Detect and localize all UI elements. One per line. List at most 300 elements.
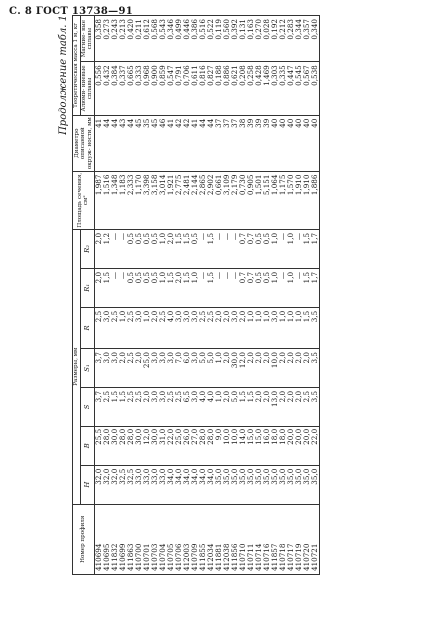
table-cell: 2,0	[287, 349, 295, 388]
table-cell: 410711	[247, 504, 255, 574]
table-cell: 1,0	[287, 229, 295, 268]
table-row	[167, 16, 175, 575]
table-row	[199, 16, 207, 575]
table-cell: 410718	[279, 504, 287, 574]
table-cell: 410706	[175, 504, 183, 574]
table-cell: 3,0	[175, 307, 183, 348]
table-row	[119, 16, 127, 575]
table-cell: 1,0	[215, 349, 223, 388]
table-cell: 0,392	[231, 16, 239, 62]
table-cell: 35,0	[287, 465, 295, 504]
table-cell: 1,0	[119, 307, 127, 348]
table-cell: 3,0	[135, 307, 143, 348]
table-row	[239, 16, 247, 575]
table-cell: 411857	[271, 504, 279, 574]
table-cell: 0,827	[207, 62, 215, 115]
table-cell: 2,775	[175, 171, 183, 229]
table-cell: 0,7	[247, 268, 255, 307]
table-cell: 1,5	[167, 268, 175, 307]
table-cell: 37	[215, 115, 223, 171]
header-area: Площадь сечения, см²	[73, 171, 95, 229]
table-cell: 0,340	[311, 16, 320, 62]
table-cell: 2,0	[303, 349, 311, 388]
table-cell: 0,333	[135, 62, 143, 115]
table-cell: 33,0	[159, 465, 167, 504]
header-s1: S₁	[80, 349, 94, 388]
table-cell: —	[199, 229, 207, 268]
table-cell: 2,0	[255, 387, 263, 426]
table-cell: 20,0	[295, 426, 303, 465]
table-cell: 1,0	[255, 307, 263, 348]
table-cell: 30,0	[135, 426, 143, 465]
table-cell: —	[295, 268, 303, 307]
table-cell: 1,0	[295, 307, 303, 348]
table-cell: 0,612	[143, 16, 151, 62]
table-cell: 38	[239, 115, 247, 171]
table-cell: 1,5	[111, 387, 119, 426]
table-cell: —	[215, 229, 223, 268]
table-row	[287, 16, 295, 575]
header-dimensions: Размеры, мм	[73, 229, 81, 504]
table-cell: 0,357	[303, 16, 311, 62]
table-cell: 0,283	[287, 16, 295, 62]
table-cell: 1,0	[247, 307, 255, 348]
table-row	[295, 16, 303, 575]
table-cell: 16,0	[263, 426, 271, 465]
table-cell: 1,921	[167, 171, 175, 229]
table-cell: 32,0	[111, 465, 119, 504]
table-cell: 1,0	[287, 307, 295, 348]
table-cell: 35,0	[223, 465, 231, 504]
table-cell: —	[279, 268, 287, 307]
table-cell: 1,910	[303, 171, 311, 229]
table-row	[183, 16, 191, 575]
table-cell: 18,0	[271, 426, 279, 465]
table-cell: 1,5	[303, 307, 311, 348]
table-cell: 34,0	[207, 465, 215, 504]
table-cell: 2,5	[159, 307, 167, 348]
table-cell: 40	[271, 115, 279, 171]
table-cell: 410720	[303, 504, 311, 574]
table-cell: 33,0	[143, 465, 151, 504]
table-cell: 0,163	[247, 16, 255, 62]
table-cell: 1,910	[295, 171, 303, 229]
table-cell: 27,0	[191, 426, 199, 465]
table-cell: 3,014	[159, 171, 167, 229]
table-cell: 2,5	[175, 387, 183, 426]
table-cell: 2,5	[111, 307, 119, 348]
table-cell: 0,568	[151, 16, 159, 62]
table-row	[143, 16, 151, 575]
table-cell: 1,5	[303, 268, 311, 307]
table-cell: 35,0	[303, 465, 311, 504]
table-cell: 0,384	[111, 62, 119, 115]
table-cell: 0,547	[167, 62, 175, 115]
table-cell: 411881	[215, 504, 223, 574]
table-cell: 0,258	[247, 62, 255, 115]
table-cell: 34,0	[191, 465, 199, 504]
table-cell: 20,0	[287, 426, 295, 465]
table-cell: 45	[135, 115, 143, 171]
table-cell: 2,0	[143, 387, 151, 426]
table-cell: 4,0	[207, 387, 215, 426]
table-cell: 410703	[151, 504, 159, 574]
table-cell: 0,5	[255, 268, 263, 307]
table-cell: —	[231, 229, 239, 268]
table-cell: 410694	[94, 504, 103, 574]
table-cell: 410704	[159, 504, 167, 574]
table-cell: 15,0	[247, 426, 255, 465]
table-cell: 40	[287, 115, 295, 171]
table-cell: 44	[127, 115, 135, 171]
table-cell: 5,0	[207, 349, 215, 388]
table-cell: 42	[183, 115, 191, 171]
table-cell: 0,5	[127, 229, 135, 268]
table-cell: 1,5	[175, 229, 183, 268]
table-cell: 1,7	[311, 229, 320, 268]
table-cell: 2,5	[127, 349, 135, 388]
table-cell: 1,987	[94, 171, 103, 229]
table-cell: 3,0	[103, 349, 111, 388]
table-cell: 0,556	[94, 62, 103, 115]
table-cell: 45	[151, 115, 159, 171]
table-cell: —	[223, 268, 231, 307]
table-cell: 40	[279, 115, 287, 171]
table-cell: 4,0	[199, 387, 207, 426]
table-cell: 40	[295, 115, 303, 171]
table-cell: 3,5	[311, 307, 320, 348]
table-cell: 30,0	[231, 349, 239, 388]
table-cell: 1,516	[103, 171, 111, 229]
table-cell: 410709	[191, 504, 199, 574]
table-cell: 1,5	[103, 268, 111, 307]
table-cell: 28,0	[207, 426, 215, 465]
table-cell: 3,0	[167, 349, 175, 388]
table-row	[135, 16, 143, 575]
table-cell: 2,0	[223, 307, 231, 348]
table-cell: 1,348	[111, 171, 119, 229]
table-cell: 0,5	[191, 229, 199, 268]
table-cell: —	[231, 268, 239, 307]
table-cell: 0,499	[175, 16, 183, 62]
table-cell: 31,0	[159, 426, 167, 465]
table-cell: 26,0	[183, 426, 191, 465]
table-cell: 410716	[263, 504, 271, 574]
table-cell: 0,5	[135, 268, 143, 307]
table-cell: —	[223, 229, 231, 268]
table-cell: 44	[199, 115, 207, 171]
table-cell: 25,0	[143, 349, 151, 388]
table-row	[255, 16, 263, 575]
table-cell: 2,0	[223, 387, 231, 426]
table-cell: 410719	[295, 504, 303, 574]
table-cell: 1,0	[159, 268, 167, 307]
table-cell: 0,028	[263, 16, 271, 62]
table-cell: 2,865	[199, 171, 207, 229]
table-cell: 2,0	[279, 349, 287, 388]
table-cell: 12,0	[143, 426, 151, 465]
table-cell: 1,170	[135, 171, 143, 229]
table-cell: 13,0	[271, 387, 279, 426]
table-cell: 1,501	[255, 171, 263, 229]
table-cell: 35,0	[247, 465, 255, 504]
table-cell: 2,0	[94, 229, 103, 268]
table-cell: —	[119, 229, 127, 268]
table-cell: 0,5	[263, 268, 271, 307]
table-cell: 2,0	[135, 349, 143, 388]
table-cell: 3,0	[231, 307, 239, 348]
table-cell: 0,208	[239, 62, 247, 115]
table-row	[151, 16, 159, 575]
table-cell: 410721	[311, 504, 320, 574]
table-cell: 0,567	[303, 62, 311, 115]
table-cell: 410695	[103, 504, 111, 574]
table-cell: 20,0	[303, 426, 311, 465]
table-cell: 410699	[119, 504, 127, 574]
table-cell: 34,0	[167, 465, 175, 504]
table-cell: 0,886	[223, 62, 231, 115]
table-cell: 3,5	[311, 387, 320, 426]
table-cell: 10,0	[271, 349, 279, 388]
table-cell: 35,0	[215, 465, 223, 504]
table-cell: 1,064	[271, 171, 279, 229]
header-r1: R₁	[80, 268, 94, 307]
table-cell: 0,791	[175, 62, 183, 115]
table-row	[103, 16, 111, 575]
table-cell: 1,5	[239, 387, 247, 426]
table-cell: 0,5	[143, 268, 151, 307]
table-cell: 410710	[239, 504, 247, 574]
table-cell: 44	[103, 115, 111, 171]
header-r2: R₂	[80, 229, 94, 268]
table-cell: 1,0	[279, 307, 287, 348]
table-cell: 2,0	[295, 349, 303, 388]
table-cell: 7,0	[175, 349, 183, 388]
table-cell: 1,469	[263, 62, 271, 115]
header-h: H	[80, 465, 94, 504]
table-cell: 3,0	[159, 387, 167, 426]
table-row	[231, 16, 239, 575]
header-s: S	[80, 387, 94, 426]
table-cell: 0,447	[287, 62, 295, 115]
table-cell: 37	[223, 115, 231, 171]
table-cell: 30,0	[151, 426, 159, 465]
table-cell: 3,0	[191, 349, 199, 388]
table-cell: 3,0	[159, 349, 167, 388]
table-cell: 0,346	[167, 16, 175, 62]
table-cell: 0,730	[239, 171, 247, 229]
table-cell: 1,570	[287, 171, 295, 229]
table-cell: 40	[311, 115, 320, 171]
table-cell: 1,7	[311, 268, 320, 307]
table-cell: 35,0	[231, 465, 239, 504]
table-cell: 0,859	[159, 62, 167, 115]
table-row	[279, 16, 287, 575]
table-cell: —	[295, 229, 303, 268]
table-cell: 0,543	[159, 16, 167, 62]
table-cell: 0,212	[279, 16, 287, 62]
table-cell: —	[111, 229, 119, 268]
table-cell: 2,0	[175, 268, 183, 307]
table-cell: 0,5	[135, 229, 143, 268]
table-cell: 1,2	[103, 229, 111, 268]
table-cell: 35	[143, 115, 151, 171]
table-cell: 1,5	[247, 387, 255, 426]
header-alum: Алюми- ниевые сплавы	[80, 62, 94, 115]
table-row	[223, 16, 231, 575]
table-cell: 2,5	[127, 387, 135, 426]
header-magn: Магние- вые сплавы	[80, 16, 94, 62]
table-cell: 2,0	[295, 387, 303, 426]
table-caption: Продолжение табл. 1	[58, 15, 69, 135]
table-cell: 39	[247, 115, 255, 171]
table-cell: 2,5	[199, 307, 207, 348]
header-r: R	[80, 307, 94, 348]
table-cell: 0,516	[199, 16, 207, 62]
table-cell: —	[279, 229, 287, 268]
table-cell: 0,621	[231, 62, 239, 115]
table-cell: 0,905	[247, 171, 255, 229]
table-cell: 1,175	[279, 171, 287, 229]
table-row	[111, 16, 119, 575]
table-cell: 0,816	[199, 62, 207, 115]
table-cell: 0,420	[127, 16, 135, 62]
table-cell: 410700	[135, 504, 143, 574]
table-cell: 411863	[127, 504, 135, 574]
table-cell: 2,0	[255, 349, 263, 388]
table-cell: 35,0	[255, 465, 263, 504]
table-cell: 35,0	[263, 465, 271, 504]
table-cell: 410714	[255, 504, 263, 574]
table-cell: 1,5	[183, 268, 191, 307]
table-cell: 3,0	[111, 349, 119, 388]
table-cell: 44	[207, 115, 215, 171]
table-cell: —	[119, 268, 127, 307]
table-cell: 410717	[287, 504, 295, 574]
header-circle-diameter: Диаметро описанной окруж- ности, мм	[73, 117, 93, 170]
table-cell: 0,7	[247, 229, 255, 268]
table-cell: 3,0	[191, 387, 199, 426]
table-cell: 1,0	[271, 229, 279, 268]
table-cell: 5,0	[231, 387, 239, 426]
table-cell: 32,5	[119, 465, 127, 504]
table-cell: 2,0	[263, 349, 271, 388]
table-row	[311, 16, 320, 575]
table-cell: 1,0	[143, 307, 151, 348]
table-cell: 5,151	[263, 171, 271, 229]
table-cell: 0,213	[119, 16, 127, 62]
table-cell: 39	[263, 115, 271, 171]
table-cell: 1,0	[215, 387, 223, 426]
table-cell: 2,0	[94, 268, 103, 307]
table-cell: 1,5	[183, 229, 191, 268]
table-cell: 0,545	[295, 62, 303, 115]
table-cell: 2,144	[191, 171, 199, 229]
table-cell: 3,5	[311, 349, 320, 388]
table-cell: —	[215, 268, 223, 307]
table-cell: 3,109	[223, 171, 231, 229]
table-cell: 2,0	[279, 387, 287, 426]
table-cell: 34,0	[199, 465, 207, 504]
table-cell: 40	[303, 115, 311, 171]
table-cell: 2,5	[135, 387, 143, 426]
table-cell: 2,0	[151, 307, 159, 348]
table-cell: 0,131	[239, 16, 247, 62]
profile-table	[72, 15, 320, 575]
table-cell: 22,0	[167, 426, 175, 465]
table-cell: 35,0	[239, 465, 247, 504]
table-cell: 0,900	[151, 62, 159, 115]
table-cell: 3,7	[94, 349, 103, 388]
table-cell: 0,303	[271, 62, 279, 115]
table-row	[94, 16, 103, 575]
table-cell: 0,270	[255, 16, 263, 62]
table-cell: 25,5	[94, 426, 103, 465]
table-cell: 46	[159, 115, 167, 171]
table-cell: 0,560	[223, 16, 231, 62]
table-cell: 39	[255, 115, 263, 171]
table-cell: 0,7	[239, 268, 247, 307]
table-cell: 0,358	[94, 16, 103, 62]
table-cell: 2,0	[223, 349, 231, 388]
table-cell: 0,7	[239, 229, 247, 268]
table-cell: 30,0	[111, 426, 119, 465]
table-cell: 14,0	[239, 426, 247, 465]
table-cell: 2,0	[239, 307, 247, 348]
table-row	[207, 16, 215, 575]
table-cell: 0,5	[127, 268, 135, 307]
table-cell: 35,0	[279, 465, 287, 504]
table-cell: 2,0	[119, 349, 127, 388]
table-cell: 0,611	[191, 62, 199, 115]
table-cell: 1,5	[207, 268, 215, 307]
table-cell: 3,0	[271, 307, 279, 348]
table-cell: 2,5	[207, 307, 215, 348]
table-cell: 3,0	[151, 349, 159, 388]
table-cell: 37	[231, 115, 239, 171]
table-cell: 32,0	[103, 465, 111, 504]
table-cell: 0,344	[295, 16, 303, 62]
table-cell: 412038	[223, 504, 231, 574]
table-cell: 0,446	[183, 16, 191, 62]
table-cell: 3,158	[151, 171, 159, 229]
table-cell: 10,0	[231, 426, 239, 465]
table-cell: 28,0	[103, 426, 111, 465]
table-cell: 2,5	[103, 387, 111, 426]
table-cell: 0,706	[183, 62, 191, 115]
table-cell: 34,0	[183, 465, 191, 504]
table-cell: 3,398	[143, 171, 151, 229]
table-row	[175, 16, 183, 575]
table-cell: 25,0	[175, 426, 183, 465]
table-cell: 41	[191, 115, 199, 171]
table-row	[159, 16, 167, 575]
table-cell: 0,5	[143, 229, 151, 268]
table-cell: 1,0	[271, 268, 279, 307]
table-cell: 33,0	[135, 465, 143, 504]
table-cell: 2,902	[207, 171, 215, 229]
table-cell: 0,428	[255, 62, 263, 115]
table-cell: 2,0	[215, 307, 223, 348]
table-row	[303, 16, 311, 575]
table-cell: 2,0	[263, 387, 271, 426]
table-row	[127, 16, 135, 575]
table-cell: 28,0	[199, 426, 207, 465]
table-cell: 33,0	[151, 465, 159, 504]
table-cell: 1,0	[287, 268, 295, 307]
table-cell: 0,538	[311, 62, 320, 115]
table-cell: 0,5	[255, 229, 263, 268]
